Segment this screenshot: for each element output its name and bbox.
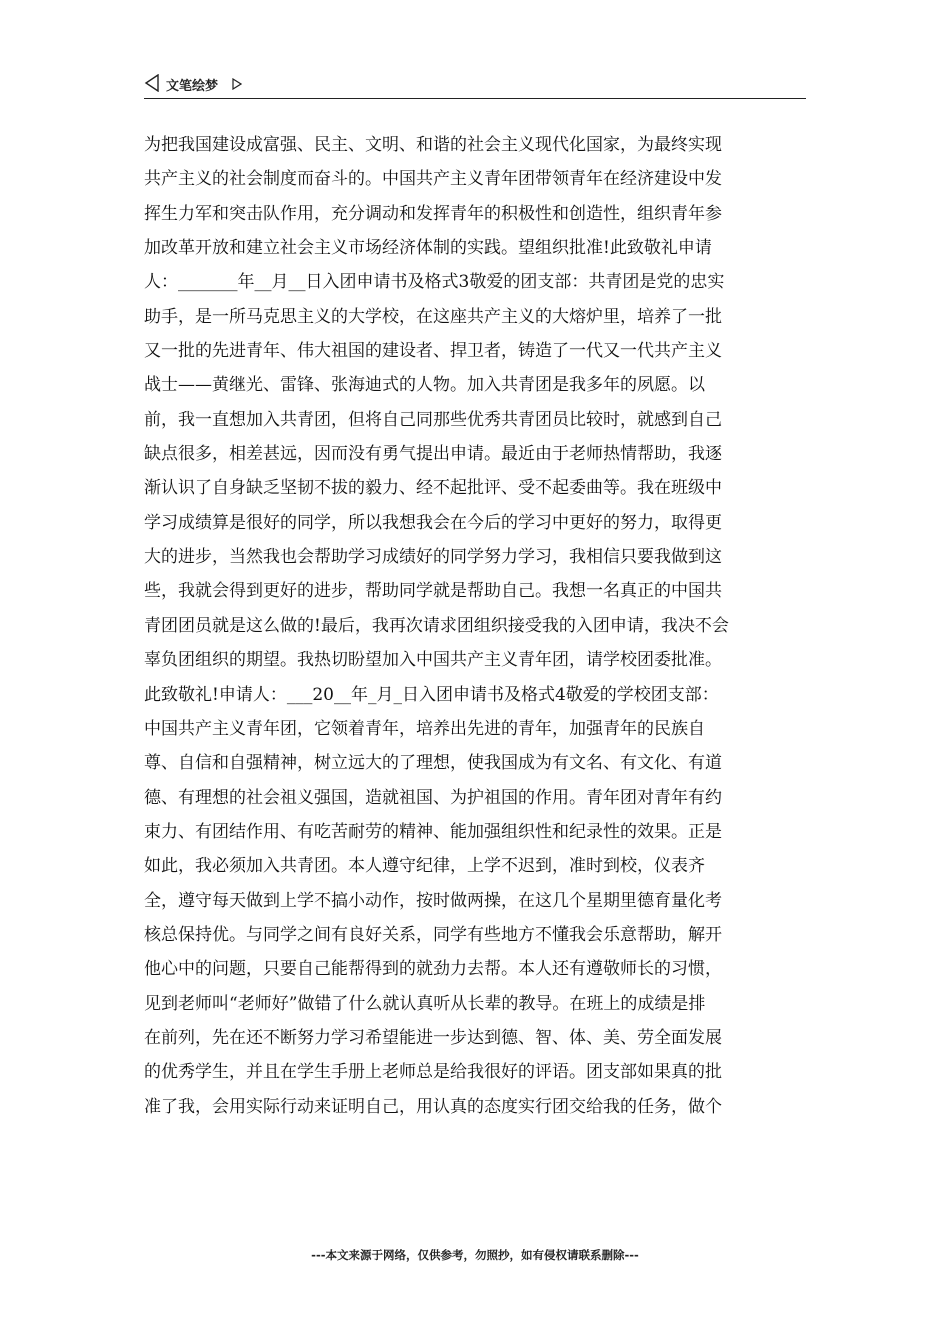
body-text-line: 准了我，会用实际行动来证明自己，用认真的态度实行团交给我的任务，做个 — [144, 1096, 722, 1117]
document-body — [144, 128, 808, 1124]
body-text-line: 为把我国建设成富强、民主、文明、和谐的社会主义现代化国家，为最终实现 — [144, 135, 722, 155]
body-text-line: 前，我一直想加入共青团，但将自己同那些优秀共青团员比较时，就感到自己 — [144, 409, 722, 430]
body-text-line: 挥生力军和突击队作用，充分调动和发挥青年的积极性和创造性，组织青年参 — [144, 203, 722, 224]
body-text-line: 此致敬礼!申请人：___20__年_月_日入团申请书及格式4敬爱的学校团支部： — [144, 684, 719, 705]
body-text-line: 他心中的问题，只要自己能帮得到的就劲力去帮。本人还有遵敬师长的习惯， — [144, 959, 722, 980]
page-header — [144, 72, 806, 99]
body-text-line: 如此，我必须加入共青团。本人遵守纪律，上学不迟到，准时到校，仪表齐 — [144, 856, 705, 877]
body-text-line: 助手，是一所马克思主义的大学校，在这座共产主义的大熔炉里，培养了一批 — [144, 306, 722, 327]
body-text-line: 大的进步，当然我也会帮助学习成绩好的同学努力学习，我相信只要我做到这 — [144, 547, 722, 568]
body-text-line: 人：_______年__月__日入团申请书及格式3敬爱的团支部：共青团是党的忠实 — [144, 272, 725, 293]
triangle-left-outline-icon — [144, 74, 160, 92]
triangle-right-outline-icon — [232, 75, 242, 87]
body-text-line: 加改革开放和建立社会主义市场经济体制的实践。望组织批准!此致敬礼申请 — [144, 238, 712, 259]
body-text-line: 又一批的先进青年、伟大祖国的建设者、捍卫者，铸造了一代又一代共产主义 — [144, 341, 722, 362]
body-text-line: 尊、自信和自强精神，树立远大的了理想，使我国成为有文名、有文化、有道 — [144, 753, 722, 774]
body-text-line: 缺点很多，相差甚远，因而没有勇气提出申请。最近由于老师热情帮助，我逐 — [144, 444, 722, 465]
body-text-line: 青团团员就是这么做的!最后，我再次请求团组织接受我的入团申请，我决不会 — [144, 615, 729, 636]
body-text-line: 德、有理想的社会祖义强国，造就祖国、为护祖国的作用。青年团对青年有约 — [144, 787, 722, 808]
body-text-line: 辜负团组织的期望。我热切盼望加入中国共产主义青年团，请学校团委批准。 — [144, 650, 722, 671]
body-text-line: 共产主义的社会制度而奋斗的。中国共产主义青年团带领青年在经济建设中发 — [144, 169, 722, 190]
body-text-line: 全，遵守每天做到上学不搞小动作，按时做两操，在这几个星期里德育量化考 — [144, 890, 722, 911]
header-title: 文笔绘梦 — [166, 79, 219, 94]
body-text-line: 见到老师叫“老师好”做错了什么就认真听从长辈的教导。在班上的成绩是排 — [144, 993, 706, 1014]
body-text-line: 渐认识了自身缺乏坚韧不拔的毅力、经不起批评、受不起委曲等。我在班级中 — [144, 478, 722, 499]
body-text-line: 些，我就会得到更好的进步，帮助同学就是帮助自己。我想一名真正的中国共 — [144, 581, 722, 602]
body-text-line: 束力、有团结作用、有吃苦耐劳的精神、能加强组织性和纪录性的效果。正是 — [144, 821, 722, 842]
body-text-line: 在前列，先在还不断努力学习希望能进一步达到德、智、体、美、劳全面发展 — [144, 1027, 722, 1048]
body-text-line: 中国共产主义青年团，它领着青年，培养出先进的青年，加强青年的民族自 — [144, 718, 705, 739]
body-text-line: 战士——黄继光、雷锋、张海迪式的人物。加入共青团是我多年的夙愿。以 — [144, 375, 705, 396]
body-text-line: 学习成绩算是很好的同学，所以我想我会在今后的学习中更好的努力，取得更 — [144, 512, 722, 533]
footer-disclaimer: ---本文来源于网络，仅供参考，勿照抄，如有侵权请联系删除--- — [311, 1248, 639, 1262]
body-text-line: 的优秀学生，并且在学生手册上老师总是给我很好的评语。团支部如果真的批 — [144, 1062, 722, 1083]
body-text-line: 核总保持优。与同学之间有良好关系，同学有些地方不懂我会乐意帮助，解开 — [144, 924, 722, 945]
